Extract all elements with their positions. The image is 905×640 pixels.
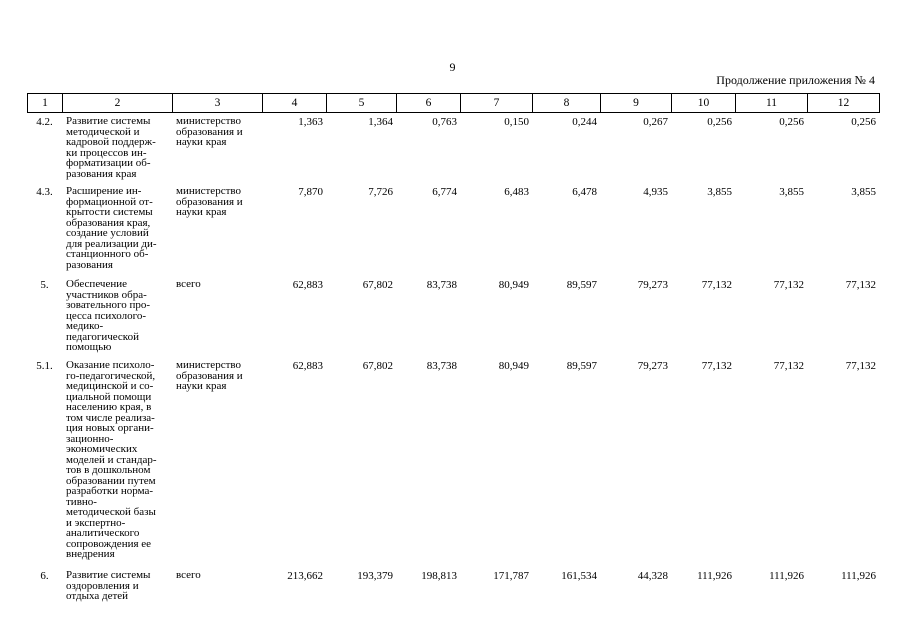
header-cell: 11 bbox=[736, 94, 808, 113]
value-cell: 171,787 bbox=[493, 570, 529, 582]
value-cell: 198,813 bbox=[421, 570, 457, 582]
value-cell: 0,150 bbox=[504, 116, 529, 128]
value-cell: 89,597 bbox=[566, 279, 597, 291]
row-name: Развитие системы методической и кадровой поддерж- ки процессов ин- форматизации об- разования края bbox=[66, 115, 156, 180]
value-cell: 0,763 bbox=[432, 116, 457, 128]
header-cell: 7 bbox=[461, 94, 533, 113]
value-cell: 7,726 bbox=[368, 186, 393, 198]
value-cell: 193,379 bbox=[357, 570, 393, 582]
value-cell: 0,256 bbox=[851, 116, 876, 128]
header-cell: 5 bbox=[327, 94, 397, 113]
row-executor: министерство образования и науки края bbox=[176, 185, 243, 218]
value-cell: 67,802 bbox=[362, 360, 393, 372]
value-cell: 0,256 bbox=[779, 116, 804, 128]
value-cell: 7,870 bbox=[298, 186, 323, 198]
value-cell: 80,949 bbox=[498, 360, 529, 372]
page-number: 9 bbox=[449, 60, 456, 74]
value-cell: 77,132 bbox=[845, 360, 876, 372]
header-cell: 8 bbox=[533, 94, 601, 113]
header-cell: 1 bbox=[28, 94, 63, 113]
table-row bbox=[27, 360, 879, 570]
header-cell: 10 bbox=[672, 94, 736, 113]
header-cell: 12 bbox=[808, 94, 880, 113]
row-number: 4.2. bbox=[36, 116, 53, 128]
value-cell: 111,926 bbox=[769, 570, 804, 582]
value-cell: 80,949 bbox=[498, 279, 529, 291]
table-row bbox=[27, 186, 879, 279]
table-row bbox=[27, 116, 879, 186]
value-cell: 3,855 bbox=[707, 186, 732, 198]
value-cell: 111,926 bbox=[841, 570, 876, 582]
value-cell: 161,534 bbox=[561, 570, 597, 582]
value-cell: 3,855 bbox=[779, 186, 804, 198]
value-cell: 89,597 bbox=[566, 360, 597, 372]
table-row bbox=[27, 570, 879, 610]
value-cell: 0,256 bbox=[707, 116, 732, 128]
value-cell: 77,132 bbox=[773, 360, 804, 372]
header-cell: 3 bbox=[173, 94, 263, 113]
row-name: Обеспечение участников обра- зовательного про- цесса психолого- медико- педагогической помощью bbox=[66, 278, 151, 353]
row-name: Оказание психоло- го-педагогической, медицинской и со- циальной помощи населению края, в том числе реализа- ция новых органи- зационно- экономических моделей и стандар- тов в дошкольном образовании путем разработки норма- тивно- методической базы и экспертно- аналитического сопровождения ее внедрения bbox=[66, 359, 157, 560]
value-cell: 0,244 bbox=[572, 116, 597, 128]
row-number: 5.1. bbox=[36, 360, 53, 372]
row-number: 5. bbox=[40, 279, 49, 291]
value-cell: 1,363 bbox=[298, 116, 323, 128]
value-cell: 77,132 bbox=[701, 360, 732, 372]
value-cell: 3,855 bbox=[851, 186, 876, 198]
header-cell: 2 bbox=[63, 94, 173, 113]
continuation-label: Продолжение приложения № 4 bbox=[716, 73, 875, 87]
header-cell: 4 bbox=[263, 94, 327, 113]
value-cell: 0,267 bbox=[643, 116, 668, 128]
row-executor: всего bbox=[176, 569, 201, 581]
row-name: Развитие системы оздоровления и отдыха детей bbox=[66, 569, 151, 602]
value-cell: 83,738 bbox=[426, 279, 457, 291]
column-number-header bbox=[27, 93, 880, 113]
header-cell: 9 bbox=[601, 94, 672, 113]
value-cell: 62,883 bbox=[292, 360, 323, 372]
value-cell: 4,935 bbox=[643, 186, 668, 198]
value-cell: 77,132 bbox=[701, 279, 732, 291]
value-cell: 79,273 bbox=[637, 279, 668, 291]
row-executor: всего bbox=[176, 278, 201, 290]
value-cell: 6,478 bbox=[572, 186, 597, 198]
row-executor: министерство образования и науки края bbox=[176, 115, 243, 148]
table-body bbox=[27, 116, 879, 610]
value-cell: 79,273 bbox=[637, 360, 668, 372]
value-cell: 1,364 bbox=[368, 116, 393, 128]
value-cell: 213,662 bbox=[287, 570, 323, 582]
row-name: Расширение ин- формационной от- крытости системы образования края, создание условий для реализации ди- станционного об- разования bbox=[66, 185, 157, 271]
value-cell: 6,774 bbox=[432, 186, 457, 198]
value-cell: 111,926 bbox=[697, 570, 732, 582]
header-cell: 6 bbox=[397, 94, 461, 113]
row-number: 4.3. bbox=[36, 186, 53, 198]
value-cell: 77,132 bbox=[845, 279, 876, 291]
row-executor: министерство образования и науки края bbox=[176, 359, 243, 392]
value-cell: 62,883 bbox=[292, 279, 323, 291]
value-cell: 67,802 bbox=[362, 279, 393, 291]
row-number: 6. bbox=[40, 570, 49, 582]
value-cell: 44,328 bbox=[637, 570, 668, 582]
table-row bbox=[27, 279, 879, 360]
value-cell: 6,483 bbox=[504, 186, 529, 198]
value-cell: 83,738 bbox=[426, 360, 457, 372]
value-cell: 77,132 bbox=[773, 279, 804, 291]
